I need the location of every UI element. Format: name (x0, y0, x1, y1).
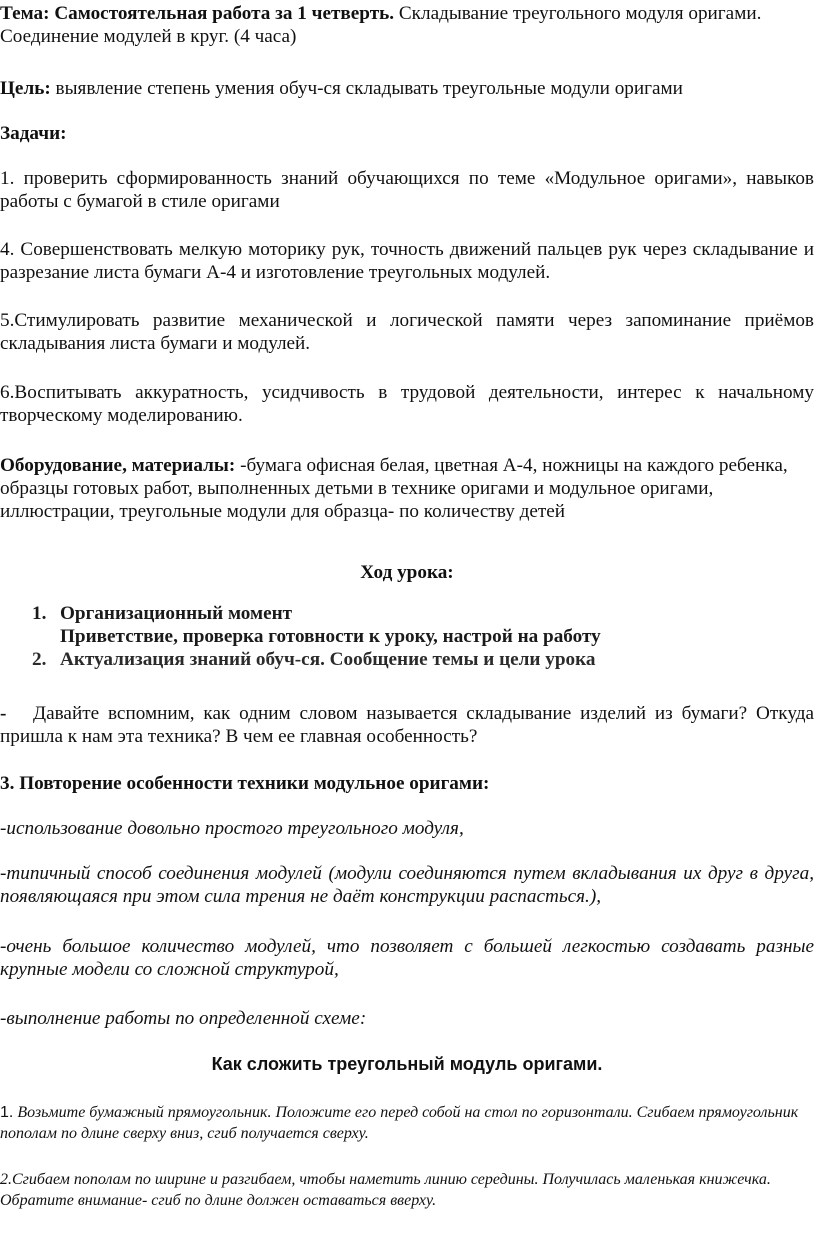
question-text: Давайте вспомним, как одним словом называется складывание изделий из бумаги? Откуда пришла к нам эта техника? В чем ее главная особенность? (0, 703, 815, 747)
howto-step-text: Возьмите бумажный прямоугольник. Положите его перед собой на стол по горизонтали. Сгибаем прямоугольник пополам по длине сверху вниз, сгиб получается сверху. (0, 1104, 799, 1142)
task-item-4: 4. Совершенствовать мелкую моторику рук, точность движений пальцев рук через складывание и разрезание листа бумаги А-4 и изготовление треугольных модулей. (0, 239, 814, 283)
task-item-6: 6.Воспитывать аккуратность, усидчивость в трудовой деятельности, интерес к начальному творческому моделированию. (0, 382, 814, 426)
section3-item: -очень большое количество модулей, что позволяет с большей легкостью создавать разные крупные модели со сложной структурой, (0, 936, 814, 980)
goal-paragraph (0, 77, 814, 100)
lesson-step-2 (0, 648, 814, 671)
howto-step-text: Сгибаем пополам по ширине и разгибаем, чтобы наметить линию середины. Получилась маленькая книжечка. Обратите внимание- сгиб по длине должен оставаться вверху. (0, 1171, 771, 1209)
equipment-label: Оборудование, материалы: (0, 455, 236, 476)
lesson-heading: Ход урока: (360, 562, 454, 583)
lesson-step-line: Организационный момент (60, 603, 293, 624)
question-dash: - (0, 703, 7, 724)
howto-step-number: 2. (0, 1171, 12, 1188)
section3-item: -типичный способ соединения модулей (модули соединяются путем вкладывания их друг в друга, появляющаяся при этом сила трения не даёт конструкции распасться.), (0, 863, 814, 907)
goal-text: выявление степень умения обуч-ся складывать треугольные модули оригами (55, 78, 683, 99)
equipment-text: -бумага офисная белая, цветная А-4, ножницы на каждого ребенка, образцы готовых работ, выполненных детьми в технике оригами и модульное оригами, иллюстрации, треугольные модули для образца- по количеству детей (0, 455, 788, 522)
task-item-1: 1. проверить сформированность знаний обучающихся по теме «Модульное оригами», навыков работы с бумагой в стиле оригами (0, 168, 814, 212)
equipment-paragraph (0, 454, 814, 523)
section3-item: -использование довольно простого треугольного модуля, (0, 818, 464, 839)
theme-title: Самостоятельная работа за 1 четверть. (54, 3, 395, 24)
lesson-step-number: 2. (32, 649, 47, 670)
tasks-label: Задачи: (0, 123, 67, 144)
task-item-5: 5.Стимулировать развитие механической и логической памяти через запоминание приёмов складывания листа бумаги и модулей. (0, 310, 814, 354)
lesson-step-1 (0, 602, 814, 648)
lesson-step-line: Приветствие, проверка готовности к уроку, настрой на работу (60, 626, 601, 647)
howto-heading: Как сложить треугольный модуль оригами. (211, 1054, 603, 1074)
lesson-steps (0, 602, 814, 671)
theme-text: Складывание треугольного модуля оригами. Соединение модулей в круг. (4 часа) (0, 3, 762, 47)
lesson-question (0, 702, 814, 748)
section3-item: -выполнение работы по определенной схеме: (0, 1008, 367, 1029)
theme-paragraph (0, 2, 814, 48)
theme-label: Тема: (0, 3, 50, 24)
lesson-step-line: Актуализация знаний обуч-ся. Сообщение темы и цели урока (60, 649, 596, 670)
howto-step-number: 1. (0, 1104, 14, 1121)
howto-step-2 (0, 1169, 814, 1211)
lesson-step-number: 1. (32, 603, 47, 624)
howto-step-1 (0, 1102, 814, 1144)
section3-heading: 3. Повторение особенности техники модульное оригами: (0, 773, 490, 794)
goal-label: Цель: (0, 78, 51, 99)
